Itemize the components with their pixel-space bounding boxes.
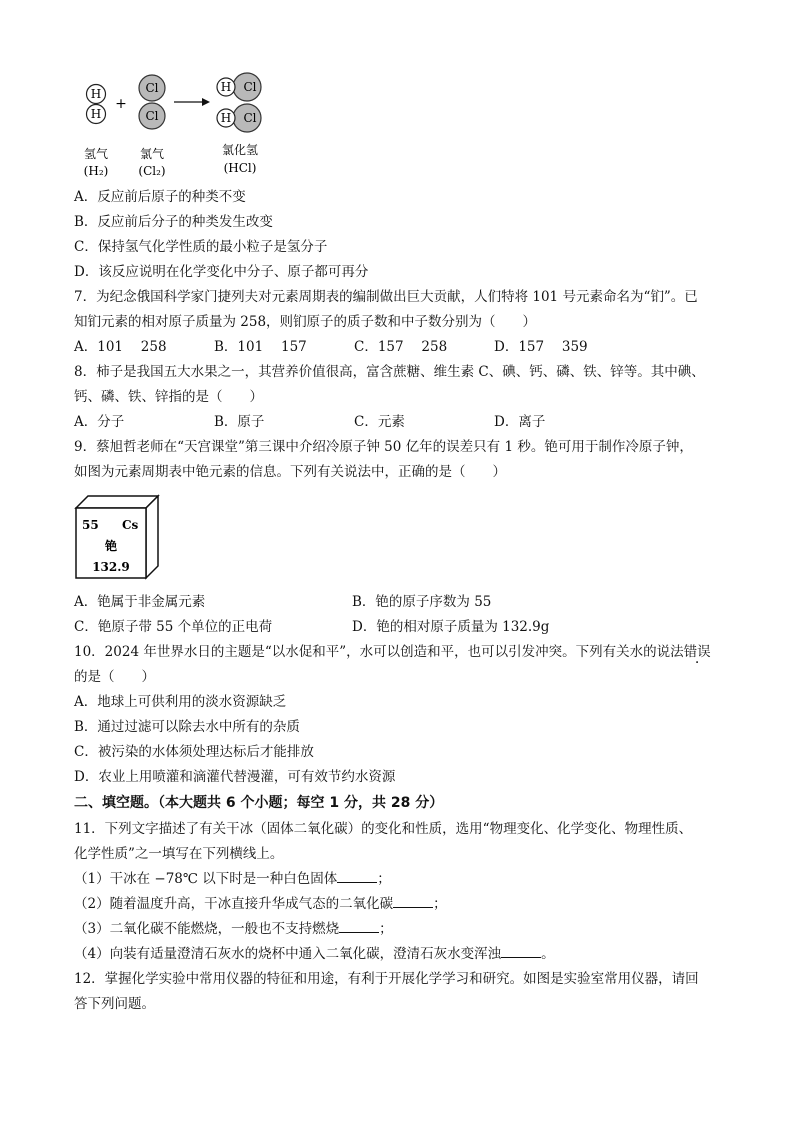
q7-options — [74, 338, 588, 356]
plus-sign: + — [115, 96, 127, 112]
q11-item-2-end: ； — [433, 896, 447, 912]
hcl-formula-label: (HCl) — [223, 161, 257, 175]
q11-item-2-text: （2）随着温度升高，干冰直接升华成气态的二氧化碳 — [74, 896, 394, 912]
q12-stem-line1: 12．掌握化学实验中常用仪器的特征和用途，有利于开展化学学习和研究。如图是实验室常用仪器，请回 — [74, 971, 699, 987]
q11-stem-line2: 化学性质”之一填写在下列横线上。 — [74, 846, 284, 862]
q7-option-c: C．157 258 — [354, 339, 448, 355]
q7-stem-line1: 7．为纪念俄国科学家门捷列夫对元素周期表的编制做出巨大贡献，人们特将 101 号元素命名为“钔”。已 — [74, 289, 698, 305]
h2-molecule — [87, 85, 106, 124]
q11-item-3 — [74, 920, 393, 938]
q11-item-1-end: ； — [377, 871, 391, 887]
q11-item-1-text: （1）干冰在 −78℃ 以下时是一种白色固体 — [74, 871, 338, 887]
cl2-molecule — [139, 75, 165, 129]
q7-stem-line2: 知钔元素的相对原子质量为 258，则钔原子的质子数和中子数分别为（ ） — [74, 314, 537, 330]
q11-blank-4[interactable] — [501, 945, 541, 958]
q11-item-3-end: ； — [379, 921, 393, 937]
element-atomic-number: 55 — [82, 518, 99, 532]
q10-emphasis: 错误 — [683, 644, 711, 660]
q11-item-4 — [74, 945, 555, 963]
q11-item-4-end: 。 — [541, 946, 555, 962]
q11-blank-3[interactable] — [339, 920, 379, 933]
q10-option-a: A．地球上可供利用的淡水资源缺乏 — [74, 694, 287, 710]
q11-item-4-text: （4）向装有适量澄清石灰水的烧杯中通入二氧化碳，澄清石灰水变浑浊 — [74, 946, 502, 962]
h-atom-label: H — [220, 80, 232, 94]
q8-stem-line1: 8．柿子是我国五大水果之一，其营养价值很高，富含蔗糖、维生素 C、碘、钙、磷、铁、锌等。其中碘、 — [74, 364, 705, 380]
element-atomic-mass: 132.9 — [92, 560, 130, 574]
q8-option-c: C．元素 — [354, 414, 405, 430]
h2-name-label: 氢气 — [83, 147, 109, 161]
q11-item-3-text: （3）二氧化碳不能燃烧，一般也不支持燃烧 — [74, 921, 340, 937]
q10-option-d: D．农业上用喷灌和滴灌代替漫灌，可有效节约水资源 — [74, 769, 396, 785]
q6-option-a: A．反应前后原子的种类不变 — [74, 189, 246, 205]
section2-heading: 二、填空题。（本大题共 6 个小题；每空 1 分，共 28 分） — [74, 795, 444, 811]
cl2-name-label: 氯气 — [139, 147, 165, 161]
hcl-name-label: 氯化氢 — [221, 143, 259, 157]
q11-stem-line1: 11．下列文字描述了有关干冰（固体二氧化碳）的变化和性质，选用“物理变化、化学变化、物理性质、 — [74, 821, 693, 837]
q8-option-a: A．分子 — [74, 414, 125, 430]
q11-item-2 — [74, 895, 447, 913]
q7-option-d: D．157 359 — [494, 339, 588, 355]
q10-option-c: C．被污染的水体须处理达标后才能排放 — [74, 744, 314, 760]
cl-atom-label: Cl — [145, 109, 159, 123]
q6-option-b: B．反应前后分子的种类发生改变 — [74, 214, 273, 230]
q11-item-1 — [74, 870, 391, 888]
reaction-diagram — [74, 66, 284, 184]
h-atom-label: H — [90, 87, 102, 101]
q10-stem-line2: 的是（ ） — [74, 669, 155, 685]
hcl-molecule — [217, 104, 261, 132]
q8-option-b: B．原子 — [214, 414, 265, 430]
q9-options-row2 — [74, 618, 549, 636]
h2-formula-label: (H₂) — [83, 164, 109, 178]
hcl-molecule — [217, 73, 261, 101]
q9-options-row1 — [74, 593, 491, 611]
q8-stem-line2: 钙、磷、铁、锌指的是（ ） — [74, 389, 263, 405]
cesium-element-card — [74, 494, 164, 584]
q9-stem-line1: 9．蔡旭哲老师在“天宫课堂”第三课中介绍冷原子钟 50 亿年的误差只有 1 秒。铯可用于制作冷原子钟， — [74, 439, 693, 455]
q9-stem-line2: 如图为元素周期表中铯元素的信息。下列有关说法中，正确的是（ ） — [74, 464, 506, 480]
q8-option-d: D．离子 — [494, 414, 546, 430]
cl-atom-label: Cl — [243, 80, 257, 94]
q9-option-d: D．铯的相对原子质量为 132.9g — [352, 619, 550, 635]
q7-option-a: A．101 258 — [74, 339, 167, 355]
reaction-arrow — [174, 98, 210, 106]
q10-stem-line1 — [74, 643, 711, 661]
q9-option-b: B．铯的原子序数为 55 — [352, 594, 492, 610]
q11-blank-1[interactable] — [337, 870, 377, 883]
cl-atom-label: Cl — [145, 81, 159, 95]
q8-options — [74, 413, 545, 431]
q6-option-d: D．该反应说明在化学变化中分子、原子都可再分 — [74, 264, 369, 280]
q9-option-a: A．铯属于非金属元素 — [74, 594, 206, 610]
q7-option-b: B．101 157 — [214, 339, 307, 355]
q12-stem-line2: 答下列问题。 — [74, 996, 155, 1012]
q10-stem-text: 10．2024 年世界水日的主题是“以水促和平”，水可以创造和平，也可以引发冲突。下列有关水的说法 — [74, 644, 684, 660]
cl2-formula-label: (Cl₂) — [138, 164, 166, 178]
element-symbol: Cs — [122, 518, 139, 532]
element-name: 铯 — [104, 539, 118, 553]
q10-option-b: B．通过过滤可以除去水中所有的杂质 — [74, 719, 300, 735]
q9-option-c: C．铯原子带 55 个单位的正电荷 — [74, 619, 273, 635]
q6-option-c: C．保持氢气化学性质的最小粒子是氢分子 — [74, 239, 328, 255]
cl-atom-label: Cl — [243, 111, 257, 125]
h-atom-label: H — [220, 111, 232, 125]
q11-blank-2[interactable] — [393, 895, 433, 908]
h-atom-label: H — [90, 107, 102, 121]
